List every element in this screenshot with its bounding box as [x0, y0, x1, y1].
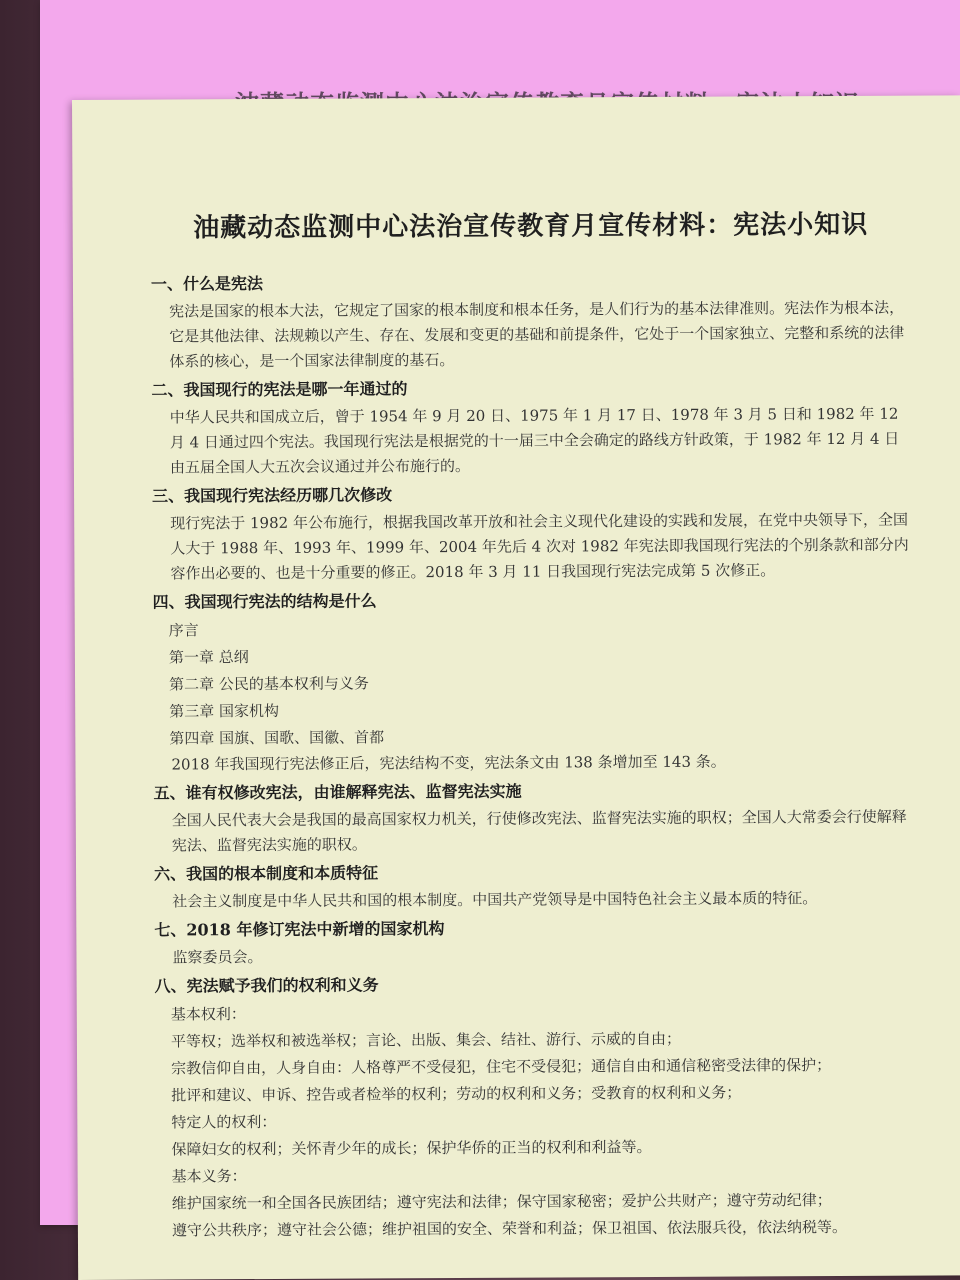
section-heading: 三、我国现行宪法经历哪几次修改 [152, 485, 393, 506]
section-heading: 五、谁有权修改宪法，由谁解释宪法、监督宪法实施 [153, 781, 522, 803]
section-6 [154, 859, 914, 915]
document-title: 油藏动态监测中心法治宣传教育月宣传材料：宪法小知识 [193, 209, 869, 244]
rights-line: 基本权利： [170, 1005, 246, 1024]
rights-line: 遵守公共秩序；遵守社会公德；维护祖国的安全、荣誉和利益；保卫祖国、依法服兵役，依法纳税等。 [171, 1217, 847, 1240]
section-heading: 四、我国现行宪法的结构是什么 [152, 591, 377, 612]
rights-line: 保障妇女的权利；关怀青少年的成长；保护华侨的正当的权利和利益等。 [171, 1137, 652, 1159]
rights-line: 平等权；选举权和被选举权；言论、出版、集会、结社、游行、示威的自由； [170, 1029, 681, 1051]
rights-line: 维护国家统一和全国各民族团结；遵守宪法和法律；保守国家秘密；爱护公共财产；遵守劳动纪律； [171, 1191, 832, 1213]
section-heading: 八、宪法赋予我们的权利和义务 [154, 975, 379, 996]
document-page [72, 95, 960, 1280]
section-paragraph: 全国人民代表大会是我国的最高国家权力机关，行使修改宪法、监督宪法实施的职权；全国人大常委会行使解释宪法、监督宪法实施的职权。 [171, 807, 907, 855]
section-heading: 一、什么是宪法 [150, 274, 264, 294]
section-7 [154, 915, 914, 971]
section-5 [154, 778, 914, 859]
section-4 [153, 587, 914, 778]
section-1 [151, 269, 912, 375]
section-paragraph: 中华人民共和国成立后，曾于 1954 年 9 月 20 日、1975 年 1 月 17 日、1978 年 3 月 5 日和 1982 年 12 月 4 日通过四个宪法。我国现行宪法是根据党的十一届三中全会确定的路线方针政策，于 1982 年 12 月 4 日由五届全国人大五次会议通过并公布施行的。 [169, 404, 900, 477]
rights-line: 基本义务： [171, 1167, 247, 1186]
section-3 [152, 481, 913, 587]
section-heading: 六、我国的根本制度和本质特征 [154, 863, 379, 884]
rights-line: 宗教信仰自由，人身自由：人格尊严不受侵犯，住宅不受侵犯；通信自由和通信秘密受法律的保护； [171, 1056, 832, 1078]
section-paragraph: 监察委员会。 [172, 948, 263, 967]
section-paragraph: 社会主义制度是中华人民共和国的根本制度。中国共产党领导是中国特色社会主义最本质的特征。 [172, 889, 818, 911]
section-heading: 二、我国现行的宪法是哪一年通过的 [151, 379, 408, 400]
rights-line: 特定人的权利： [171, 1112, 277, 1132]
section-8 [155, 971, 916, 1245]
section-2 [151, 375, 912, 481]
rights-line: 批评和建议、申诉、控告或者检举的权利；劳动的权利和义务；受教育的权利和义务； [171, 1083, 742, 1105]
structure-item: 第三章 国家机构 [169, 701, 280, 721]
structure-item: 第四章 国旗、国歌、国徽、首都 [169, 728, 385, 748]
structure-item: 序言 [168, 621, 199, 640]
section-paragraph: 现行宪法于 1982 年公布施行，根据我国改革开放和社会主义现代化建设的实践和发展，在党中央领导下，全国人大于 1988 年、1993 年、1999 年、2004 年先后 4 次对 1982 年宪法即我国现行宪法的个别条款和部分内容作出必要的、也是十分重要的修正。2018 年 3 月 11 日我国现行宪法完成第 5 次修正。 [170, 510, 909, 583]
section-heading: 七、2018 年修订宪法中新增的国家机构 [154, 919, 445, 940]
structure-item: 第一章 总纲 [168, 648, 249, 667]
section-paragraph: 宪法是国家的根本大法，它规定了国家的根本制度和根本任务，是人们行为的基本法律准则。宪法作为根本法，它是其他法律、法规赖以产生、存在、发展和变更的基础和前提条件，它处于一个国家独立、完整和系统的法律体系的核心，是一个国家法律制度的基石。 [169, 298, 905, 371]
structure-item: 第二章 公民的基本权利与义务 [169, 674, 369, 694]
document-body [151, 204, 916, 1247]
section-paragraph: 2018 年我国现行宪法修正后，宪法结构不变，宪法条文由 138 条增加至 143 条。 [171, 752, 726, 774]
